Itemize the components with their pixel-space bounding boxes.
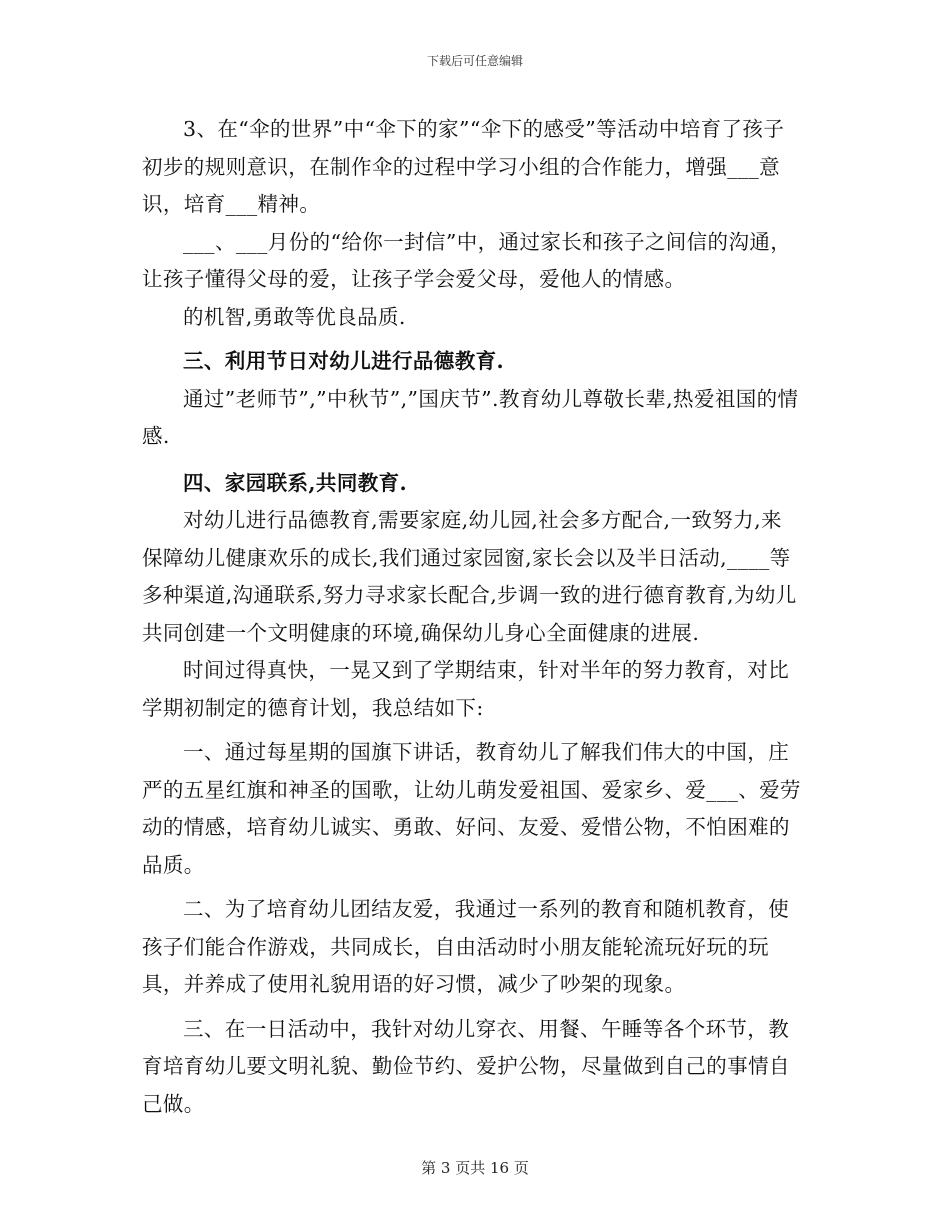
paragraph-umbrella-activity: 3、在“伞的世界”中“伞下的家”“伞下的感受”等活动中培育了孩子初步的规则意识，在制作伞的过程中学习小组的合作能力，增强___意识，培育___精神。	[142, 117, 785, 216]
page-footer: 第 3 页共 16 页	[421, 1159, 529, 1177]
paragraph-summary-three: 三、在一日活动中，我针对幼儿穿衣、用餐、午睡等各个环节，教育培育幼儿要文明礼貌、勤俭节约、爱护公物，尽量做到自己的事情自己做。	[142, 1016, 790, 1116]
section-heading-home-school: 四、家园联系,共同教育.	[183, 470, 408, 495]
paragraph-summary-one: 一、通过每星期的国旗下讲话，教育幼儿了解我们伟大的中国，庄严的五星红旗和神圣的国歌，让幼儿萌发爱祖国、爱家乡、爱___、爱劳动的情感，培育幼儿诚实、勇敢、好问、友爱、爱惜公物，不怕困难的品质。	[142, 740, 801, 877]
page-header: 下载后可任意编辑	[426, 54, 523, 68]
paragraph-letter-activity: ___、___月份的“给你一封信”中，通过家长和孩子之间信的沟通，让孩子懂得父母的爱，让孩子学会爱父母，爱他人的情感。	[142, 229, 792, 291]
section-heading-festivals: 三、利用节日对幼儿进行品德教育.	[183, 349, 505, 373]
paragraph-home-school: 对幼儿进行品德教育,需要家庭,幼儿园,社会多方配合,一致努力,来保障幼儿健康欢乐的成长,我们通过家园窗,家长会以及半日活动,____等多种渠道,沟通联系,努力寻求家长配合,步调一致的进行德育教育,为幼儿共同创建一个文明健康的环境,确保幼儿身心全面健康的进展.	[142, 508, 797, 645]
paragraph-summary-intro: 时间过得真快，一晃又到了学期结束，针对半年的努力教育，对比学期初制定的德育计划，我总结如下:	[142, 658, 790, 720]
paragraph-summary-two: 二、为了培育幼儿团结友爱，我通过一系列的教育和随机教育，使孩子们能合作游戏，共同成长，自由活动时小朋友能轮流玩好玩的玩具，并养成了使用礼貌用语的好习惯，减少了吵架的现象。	[142, 897, 790, 996]
paragraph-qualities: 的机智,勇敢等优良品质.	[183, 304, 406, 329]
document-body	[142, 111, 802, 1123]
paragraph-festivals: 通过”老师节”,”中秋节”,”国庆节”.教育幼儿尊敬长辈,热爱祖国的情感.	[142, 386, 799, 448]
